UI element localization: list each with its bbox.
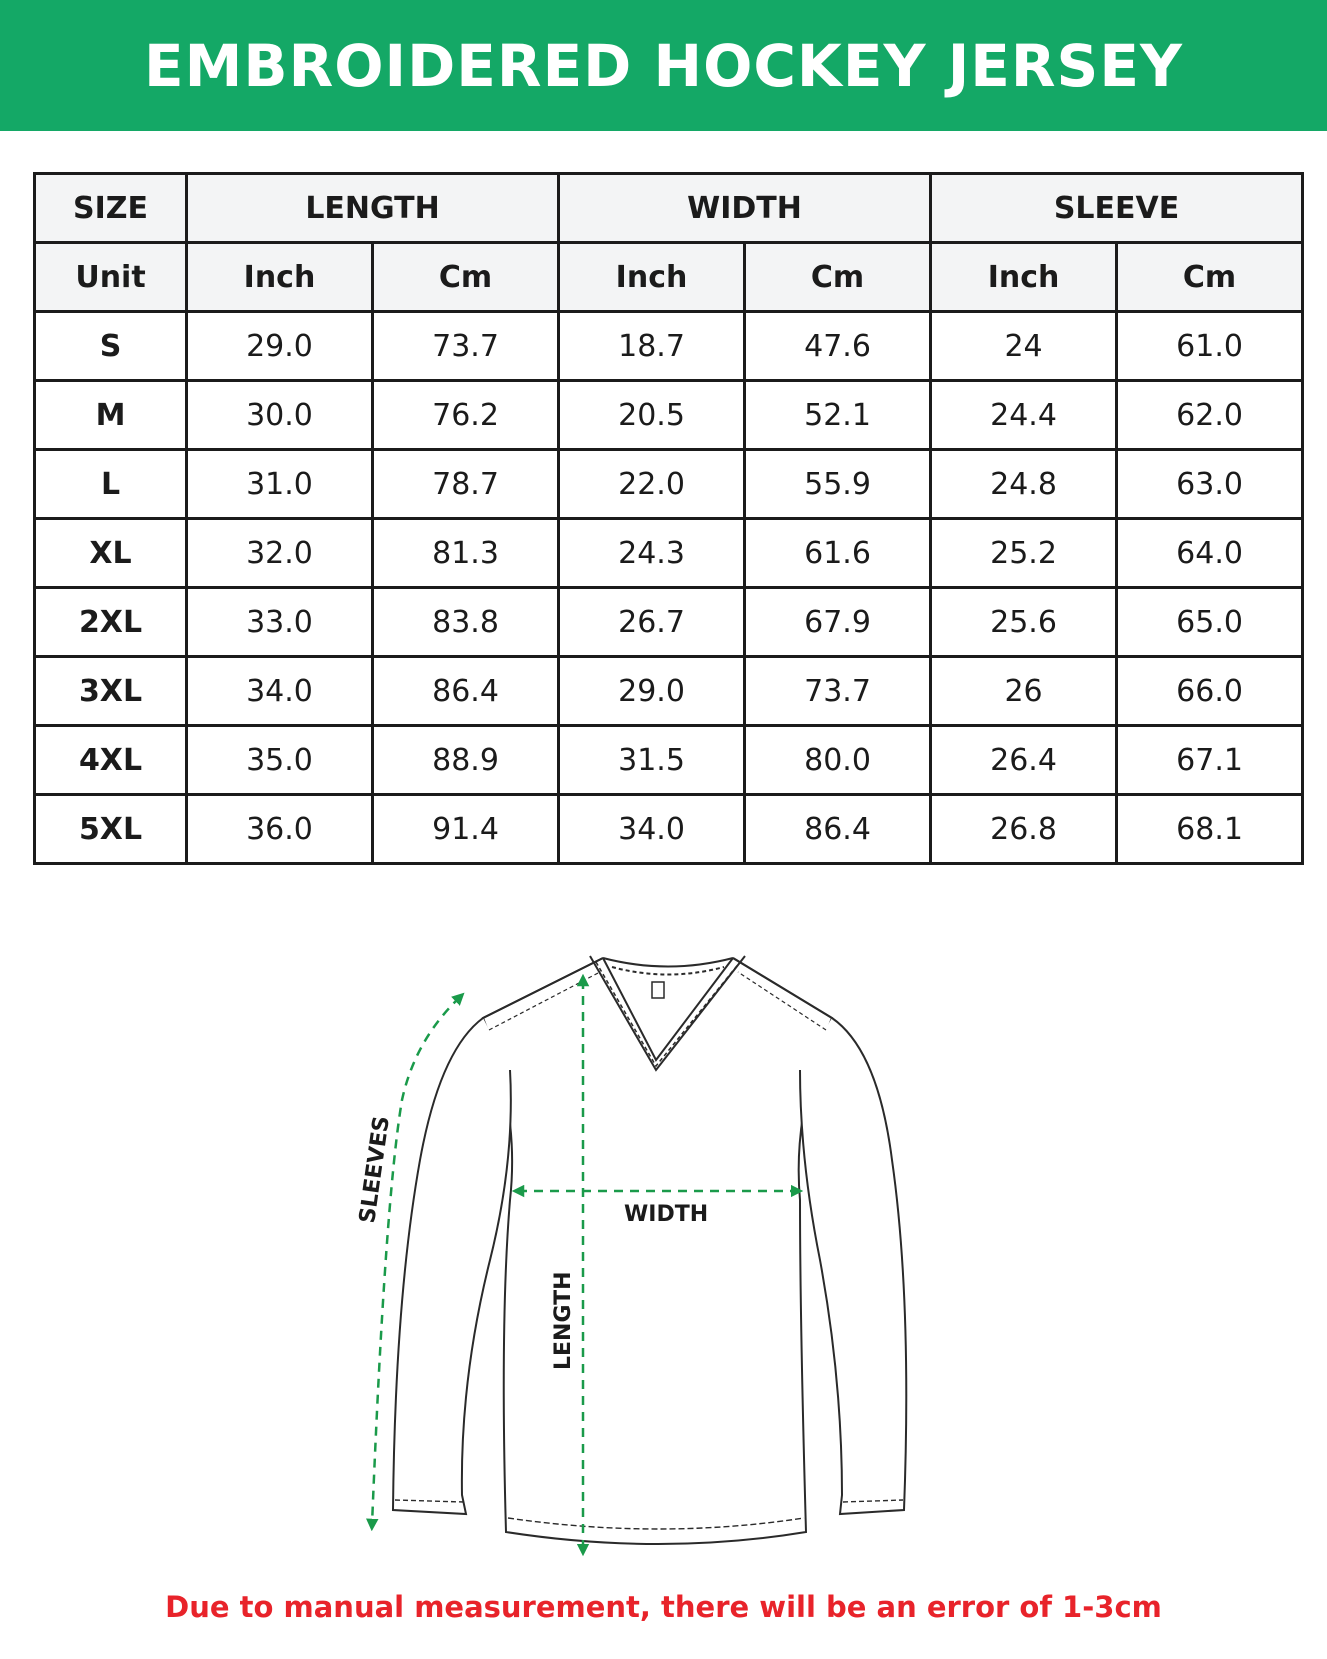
- table-cell: 26.8: [931, 795, 1117, 864]
- size-cell: 4XL: [35, 726, 187, 795]
- table-cell: 29.0: [187, 312, 373, 381]
- table-cell: 26: [931, 657, 1117, 726]
- table-cell: 33.0: [187, 588, 373, 657]
- size-chart-table: [33, 172, 1304, 865]
- title-banner: [0, 0, 1327, 131]
- sleeve-header: SLEEVE: [931, 174, 1303, 243]
- size-cell: L: [35, 450, 187, 519]
- table-cell: 24: [931, 312, 1117, 381]
- table-cell: 31.5: [559, 726, 745, 795]
- table-cell: 24.8: [931, 450, 1117, 519]
- unit-header: Cm: [745, 243, 931, 312]
- table-cell: 86.4: [745, 795, 931, 864]
- size-cell: XL: [35, 519, 187, 588]
- table-cell: 63.0: [1117, 450, 1303, 519]
- table-cell: 31.0: [187, 450, 373, 519]
- table-cell: 88.9: [373, 726, 559, 795]
- table-cell: 24.3: [559, 519, 745, 588]
- table-cell: 47.6: [745, 312, 931, 381]
- unit-header: Inch: [187, 243, 373, 312]
- table-row: [35, 312, 1303, 381]
- table-cell: 29.0: [559, 657, 745, 726]
- table-cell: 25.6: [931, 588, 1117, 657]
- table-cell: 24.4: [931, 381, 1117, 450]
- table-cell: 22.0: [559, 450, 745, 519]
- table-row: [35, 726, 1303, 795]
- table-cell: 67.1: [1117, 726, 1303, 795]
- table-cell: 25.2: [931, 519, 1117, 588]
- table-cell: 26.4: [931, 726, 1117, 795]
- table-cell: 64.0: [1117, 519, 1303, 588]
- table-row: [35, 588, 1303, 657]
- page-title: EMBROIDERED HOCKEY JERSEY: [144, 31, 1183, 100]
- table-cell: 34.0: [187, 657, 373, 726]
- table-row: [35, 381, 1303, 450]
- table-row: [35, 657, 1303, 726]
- table-cell: 20.5: [559, 381, 745, 450]
- table-cell: 68.1: [1117, 795, 1303, 864]
- unit-header: Inch: [559, 243, 745, 312]
- unit-header: Cm: [1117, 243, 1303, 312]
- unit-header: Unit: [35, 243, 187, 312]
- table-row: [35, 450, 1303, 519]
- size-cell: 3XL: [35, 657, 187, 726]
- table-cell: 61.0: [1117, 312, 1303, 381]
- table-cell: 32.0: [187, 519, 373, 588]
- table-cell: 83.8: [373, 588, 559, 657]
- measurement-note: Due to manual measurement, there will be an error of 1-3cm: [165, 1590, 1162, 1624]
- table-cell: 80.0: [745, 726, 931, 795]
- table-cell: 55.9: [745, 450, 931, 519]
- unit-header: Inch: [931, 243, 1117, 312]
- jersey-outline: [393, 956, 906, 1544]
- table-cell: 35.0: [187, 726, 373, 795]
- jersey-measurement-diagram: [0, 900, 1327, 1580]
- table-row: [35, 519, 1303, 588]
- table-cell: 34.0: [559, 795, 745, 864]
- table-cell: 73.7: [373, 312, 559, 381]
- size-header: SIZE: [35, 174, 187, 243]
- size-cell: S: [35, 312, 187, 381]
- size-cell: 5XL: [35, 795, 187, 864]
- table-row: [35, 795, 1303, 864]
- table-cell: 52.1: [745, 381, 931, 450]
- table-cell: 36.0: [187, 795, 373, 864]
- table-cell: 73.7: [745, 657, 931, 726]
- table-cell: 81.3: [373, 519, 559, 588]
- unit-header-row: [35, 243, 1303, 312]
- width-label: WIDTH: [624, 1202, 709, 1227]
- width-header: WIDTH: [559, 174, 931, 243]
- size-cell: M: [35, 381, 187, 450]
- table-cell: 30.0: [187, 381, 373, 450]
- table-cell: 78.7: [373, 450, 559, 519]
- size-cell: 2XL: [35, 588, 187, 657]
- table-cell: 91.4: [373, 795, 559, 864]
- table-cell: 67.9: [745, 588, 931, 657]
- group-header-row: [35, 174, 1303, 243]
- table-cell: 18.7: [559, 312, 745, 381]
- table-cell: 61.6: [745, 519, 931, 588]
- table-cell: 65.0: [1117, 588, 1303, 657]
- table-cell: 86.4: [373, 657, 559, 726]
- length-label: LENGTH: [551, 1271, 576, 1370]
- table-cell: 62.0: [1117, 381, 1303, 450]
- sleeves-label: SLEEVES: [355, 1114, 395, 1225]
- unit-header: Cm: [373, 243, 559, 312]
- table-cell: 66.0: [1117, 657, 1303, 726]
- table-cell: 26.7: [559, 588, 745, 657]
- length-header: LENGTH: [187, 174, 559, 243]
- table-cell: 76.2: [373, 381, 559, 450]
